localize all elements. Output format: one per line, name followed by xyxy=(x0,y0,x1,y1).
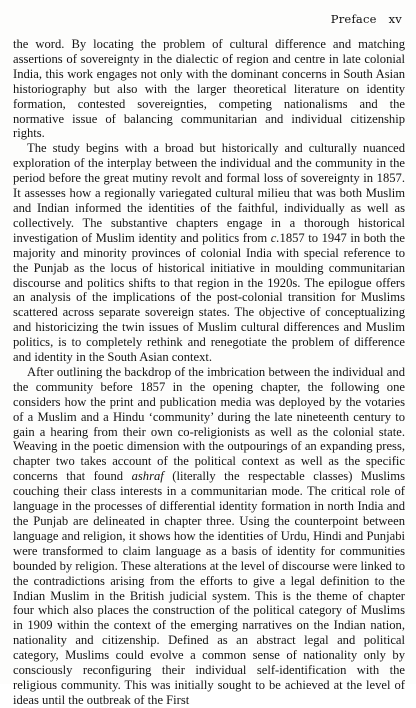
paragraph-text: 1857 to 1947 in both the majority and minority provinces of colonial India with special reference to the Punjab as the locus of historical initiative in moulding communitarian discourse and politics shifts to that region in the 1920s. The epilogue offers an analysis of the implications of the post-colonial transition for Muslims scattered across separate sovereign states. The objective of conceptualizing and historicizing the twin issues of Muslim cultural differences and Muslim politics, is to completely rethink and renegotiate the problem of difference and identity in the South Asian context. xyxy=(13,230,406,365)
paragraph-text: The study begins with a broad but historically and culturally nuanced exploration of the interplay between the individual and the community in the period before the great mutiny revolt and formal loss of sovereignty in 1857. It assesses how a regionally variegated cultural milieu that was both Muslim and Indian informed the identities of the faithful, individually as well as collectively. The substantive chapters engage in a thorough historical investigation of Muslim identity and politics from xyxy=(13,141,405,245)
paragraph xyxy=(13,37,405,141)
paragraph-text: After outlining the backdrop of the imbrication between the individual and the community before 1857 in the opening chapter, the following one considers how the print and publication media was deployed by the votaries of a Muslim and a Hindu ‘community’ during the late nineteenth century to gain a hearing from their own co-religionists as well as the colonial state. Weaving in the poetic dimension with the outpourings of an expanding press, chapter two takes account of the political context as well as the specific concerns that found xyxy=(13,364,405,484)
body-text xyxy=(13,37,405,708)
paragraph xyxy=(13,365,405,708)
running-head-title: Preface xyxy=(330,12,377,26)
paragraph-text: (literally the respectable classes) Muslims couching their class interests in a communitarian mode. The critical role of language in the processes of differential identity formation in north India and the Punjab are delineated in chapter three. Using the counterpoint between language and religion, it shows how the identities of Urdu, Hindi and Punjabi were transformed to claim language as a basis of identity for communities bounded by religion. These alterations at the level of discourse were linked to the contradictions arising from the efforts to give a legal definition to the Indian Muslim in the British judicial system. This is the theme of chapter four which also places the construction of the political category of Muslims in 1909 within the context of the emerging narratives on the Indian nation, nationality and citizenship. Defined as an abstract legal and political category, Muslims could evolve a common sense of nationality only by consciously reconfiguring their individual self-identification with the religious community. This was initially sought to be achieved at the level of ideas until the outbreak of the First xyxy=(13,469,405,707)
paragraph xyxy=(13,141,405,365)
running-head xyxy=(331,12,402,26)
paragraph-text: the word. By locating the problem of cultural difference and matching assertions of sovereignty in the dialectic of region and centre in late colonial India, this work engages not only with the dominant concerns in South Asian historiography but also with the larger theoretical literature on identity formation, contested sovereignties, competing nationalisms and the normative issue of balancing communitarian and individual citizenship rights. xyxy=(13,37,405,141)
italic-term: c. xyxy=(270,230,280,245)
page-number: xv xyxy=(388,12,402,26)
italic-term: ashraf xyxy=(131,469,164,484)
